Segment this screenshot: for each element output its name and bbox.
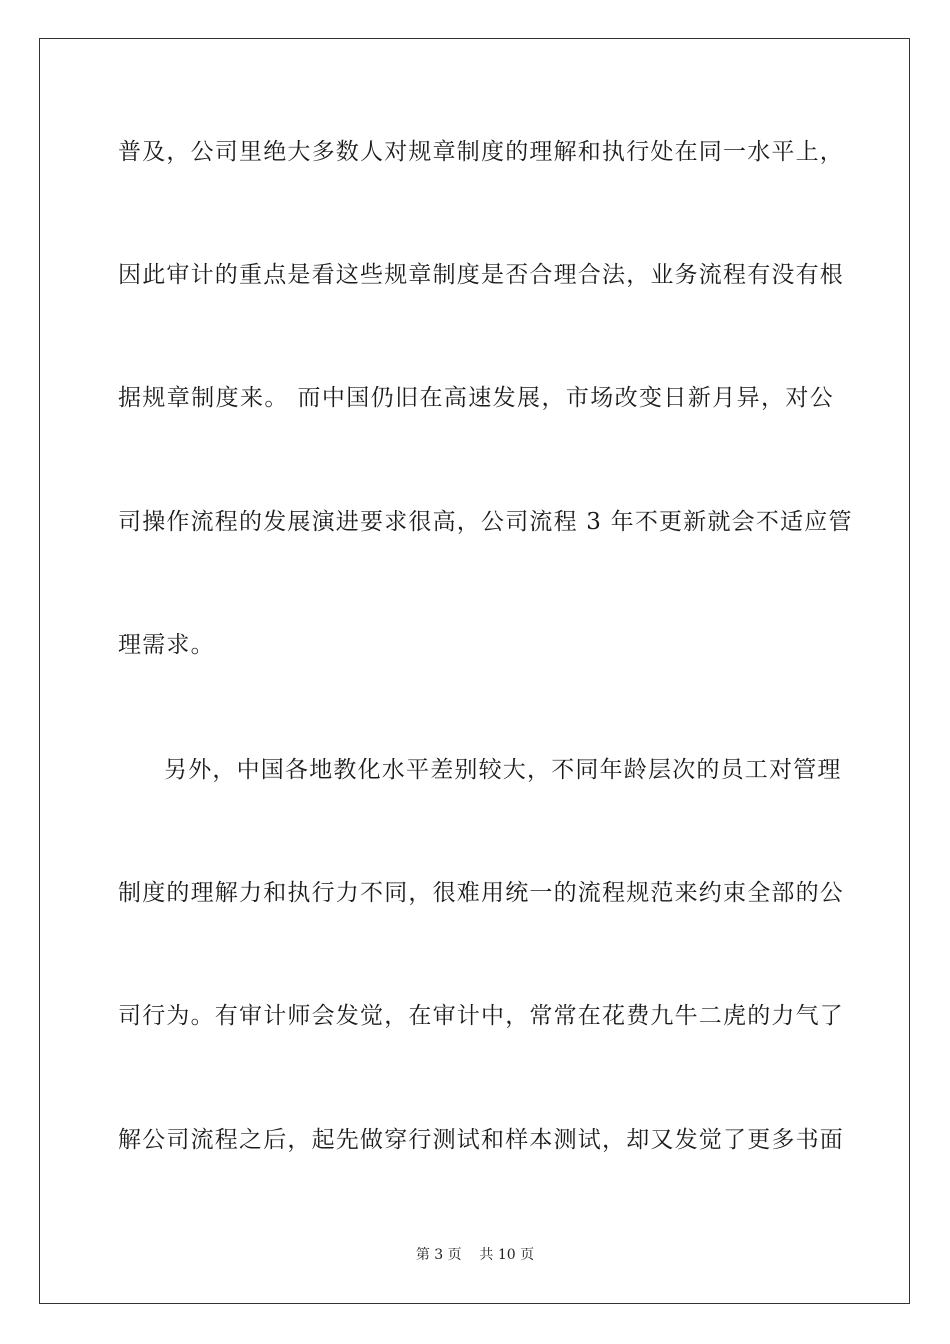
page-footer: 第 3 页 共 10 页: [415, 1247, 535, 1263]
text-line: 司操作流程的发展演进要求很高，公司流程 3 年不更新就会不适应管: [118, 509, 853, 535]
page-border: [39, 38, 910, 1304]
text-line: 理需求。: [118, 632, 215, 658]
text-line: 司行为。有审计师会发觉，在审计中，常常在花费九牛二虎的力气了: [118, 1003, 844, 1029]
paragraph-start-line: 另外，中国各地教化水平差别较大，不同年龄层次的员工对管理: [164, 757, 842, 783]
text-line: 据规章制度来。 而中国仍旧在高速发展，市场改变日新月异，对公: [118, 385, 834, 411]
text-line: 因此审计的重点是看这些规章制度是否合理合法，业务流程有没有根: [118, 262, 844, 288]
text-line: 普及，公司里绝大多数人对规章制度的理解和执行处在同一水平上，: [118, 139, 844, 165]
text-line: 制度的理解力和执行力不同，很难用统一的流程规范来约束全部的公: [118, 880, 844, 906]
text-line: 解公司流程之后，起先做穿行测试和样本测试，却又发觉了更多书面: [118, 1127, 844, 1153]
